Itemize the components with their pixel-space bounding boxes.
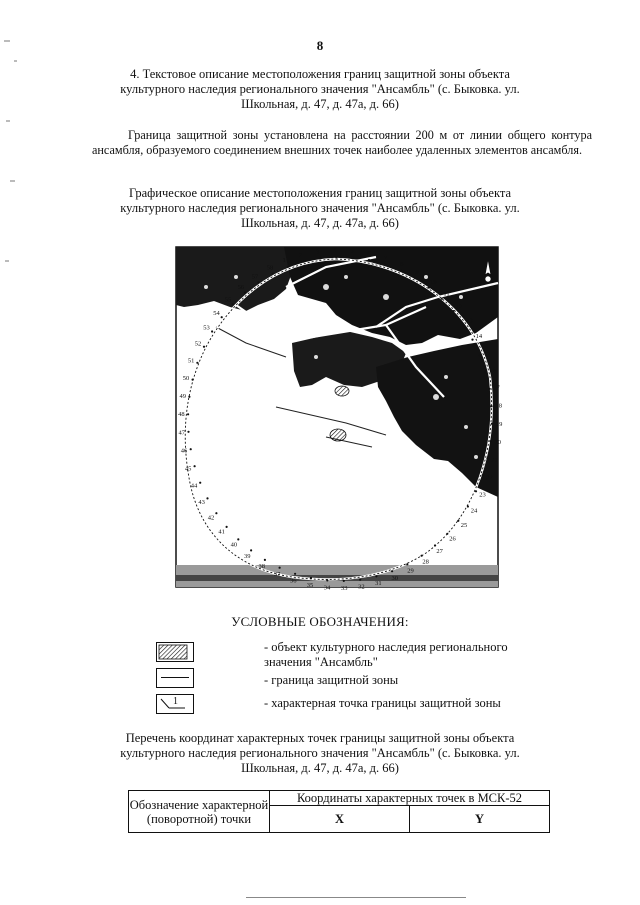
boundary-point (375, 575, 377, 577)
boundary-point-label: 41 (218, 528, 225, 536)
boundary-point-label: 23 (479, 491, 486, 499)
boundary-point-label: 7 (384, 254, 388, 262)
boundary-point-label: 50 (182, 374, 190, 382)
boundary-point (187, 431, 189, 433)
boundary-point (384, 263, 386, 265)
boundary-point-label: 28 (422, 558, 429, 566)
boundary-point (488, 388, 490, 390)
legend-heritage-symbol (156, 642, 194, 662)
boundary-point-label: 33 (341, 584, 348, 592)
boundary-point (463, 324, 465, 326)
boundary-point (303, 261, 305, 263)
boundary-point-label: 6 (367, 250, 371, 258)
boundary-point (226, 526, 228, 528)
boundary-point (279, 567, 281, 569)
boundary-point (187, 413, 189, 415)
boundary-point-label: 2 (298, 251, 303, 259)
boundary-point-label: 39 (244, 553, 251, 561)
legend-text-heritage: - объект культурного наследия регионального значения "Ансамбль" (264, 640, 508, 669)
boundary-point-label: 48 (178, 411, 185, 419)
legend-boundary-symbol (156, 668, 194, 688)
boundary-point (250, 549, 252, 551)
boundary-point (335, 256, 337, 258)
boundary-point-label: 30 (391, 574, 398, 582)
boundary-point-label: 38 (258, 562, 265, 570)
boundary-point (190, 448, 192, 450)
boundary-point-label: 32 (358, 583, 365, 591)
boundary-point (192, 379, 194, 381)
boundary-point (206, 497, 208, 499)
boundary-point (359, 579, 361, 581)
boundary-point (368, 259, 370, 261)
boundary-point-label: 22 (486, 474, 493, 482)
legend-title: УСЛОВНЫЕ ОБОЗНАЧЕНИЯ: (231, 614, 409, 629)
boundary-point-label: 10 (430, 278, 437, 286)
legend-text-point: - характерная точка границы защитной зоны (264, 696, 501, 710)
boundary-description: Граница защитной зоны установлена на расстоянии 200 м от линии общего контура ансамбля, образуемого соединением внешних точек наиболее удаленных элементов ансамбля. (92, 128, 592, 157)
boundary-point (272, 273, 274, 275)
boundary-point-label: 56 (237, 284, 245, 292)
boundary-point (479, 354, 481, 356)
boundary-point (196, 362, 198, 364)
boundary-point (484, 371, 486, 373)
boundary-point (441, 298, 443, 300)
boundary-point-label: 18 (495, 402, 502, 410)
boundary-point (264, 559, 266, 561)
boundary-point (490, 405, 492, 407)
boundary-point-label: 52 (194, 340, 202, 348)
boundary-point (452, 310, 454, 312)
header-point: Обозначение характерной (поворотной) точки (129, 791, 270, 833)
boundary-point-label: 19 (495, 420, 503, 428)
page-number: 8 (316, 38, 324, 53)
boundary-point (287, 266, 289, 268)
boundary-point-label: 20 (494, 439, 501, 447)
boundary-point-label: 44 (190, 482, 198, 490)
boundary-point (244, 291, 246, 293)
boundary-point (434, 544, 436, 546)
heritage-object (330, 429, 346, 441)
boundary-point (215, 512, 217, 514)
legend-point-number: 1 (173, 696, 178, 707)
boundary-point-label: 31 (375, 580, 382, 588)
boundary-point-label: 17 (493, 384, 500, 392)
boundary-point-label: 55 (224, 296, 232, 304)
boundary-point-label: 11 (443, 290, 450, 298)
boundary-point (232, 303, 234, 305)
boundary-point (188, 396, 190, 398)
boundary-point-label: 29 (407, 567, 414, 575)
boundary-point (257, 281, 259, 283)
boundary-point-label: 36 (290, 577, 297, 585)
boundary-point-label: 12 (455, 303, 463, 311)
boundary-point (203, 346, 205, 348)
boundary-point-label: 43 (198, 498, 205, 506)
boundary-point (421, 555, 423, 557)
boundary-point-label: 1 (282, 257, 286, 265)
boundary-point (310, 577, 312, 579)
boundary-point-label: 16 (489, 366, 496, 374)
boundary-point (491, 423, 493, 425)
header-y: Y (410, 806, 550, 833)
scan-mark (14, 60, 17, 62)
boundary-point-label: 21 (491, 457, 498, 465)
boundary-point-label: 58 (266, 264, 274, 272)
boundary-point (482, 474, 484, 476)
boundary-point (486, 457, 488, 459)
boundary-point (294, 573, 296, 575)
boundary-point (467, 505, 469, 507)
boundary-point-label: 53 (203, 324, 210, 332)
boundary-point-label: 57 (251, 273, 259, 281)
boundary-point-label: 37 (273, 571, 281, 579)
coordinates-table (128, 790, 550, 833)
boundary-point-label: 24 (470, 507, 478, 515)
boundary-point (475, 490, 477, 492)
boundary-point-label: 47 (178, 429, 185, 437)
boundary-point-label: 27 (436, 547, 443, 555)
heritage-object (335, 386, 349, 396)
boundary-point-label: 35 (306, 581, 314, 589)
boundary-point-label: 15 (483, 349, 490, 357)
section-title: 4. Текстовое описание местоположения границ защитной зоны объекта культурного наследия регионального значения "Ансамбль" (с. Быковка. ул. Школьная, д. 47, д. 47а, д. 66) (120, 67, 520, 111)
boundary-point-label: 8 (400, 260, 404, 268)
boundary-point (399, 269, 401, 271)
boundary-point (471, 339, 473, 341)
boundary-point-label: 40 (230, 541, 238, 549)
scan-mark (10, 180, 15, 182)
boundary-point (428, 287, 430, 289)
boundary-point-label: 51 (187, 357, 195, 365)
boundary-point (352, 257, 354, 259)
boundary-point-label: 34 (323, 584, 331, 592)
boundary-point-label: 26 (449, 535, 456, 543)
boundary-point (446, 533, 448, 535)
boundary-point-label: 46 (180, 447, 188, 455)
legend-text-boundary: - граница защитной зоны (264, 673, 399, 687)
header-x: X (270, 806, 410, 833)
header-coords: Координаты характерных точек в МСК-52 (270, 791, 550, 806)
boundary-point-label: 3 (315, 248, 320, 256)
zone-map (176, 247, 503, 592)
boundary-point (319, 257, 321, 259)
footer-line (246, 897, 466, 898)
boundary-point (391, 570, 393, 572)
graphic-title: Графическое описание местоположения границ защитной зоны объекта культурного наследия регионального значения "Ансамбль" (с. Быковка. ул. Школьная, д. 47, д. 47а, д. 66) (120, 186, 520, 230)
boundary-point-label: 42 (207, 514, 215, 522)
boundary-point-label: 5 (350, 247, 354, 255)
boundary-point (343, 580, 345, 582)
boundary-point-label: 25 (460, 522, 468, 530)
boundary-point-label: 13 (466, 317, 473, 325)
boundary-point (221, 316, 223, 318)
boundary-point (199, 482, 201, 484)
boundary-point-label: 49 (179, 392, 186, 400)
coordinates-title: Перечень координат характерных точек границы защитной зоны объекта культурного наследия регионального значения "Ансамбль" (с. Быковка. ул. Школьная, д. 47, д. 47а, д. 66) (120, 731, 520, 775)
legend-point-symbol (156, 694, 194, 714)
scan-mark (5, 260, 9, 262)
boundary-point (211, 330, 213, 332)
boundary-point (237, 538, 239, 540)
boundary-point-label: 14 (475, 333, 483, 341)
boundary-point-label: 45 (184, 465, 192, 473)
boundary-point (194, 465, 196, 467)
boundary-point (457, 520, 459, 522)
boundary-point (414, 277, 416, 279)
boundary-point (490, 440, 492, 442)
boundary-point-label: 54 (213, 309, 220, 317)
boundary-point (406, 563, 408, 565)
boundary-point-label: 9 (415, 269, 419, 277)
boundary-point (326, 579, 328, 581)
boundary-point-label: 4 (333, 247, 337, 255)
scan-mark (6, 120, 10, 122)
